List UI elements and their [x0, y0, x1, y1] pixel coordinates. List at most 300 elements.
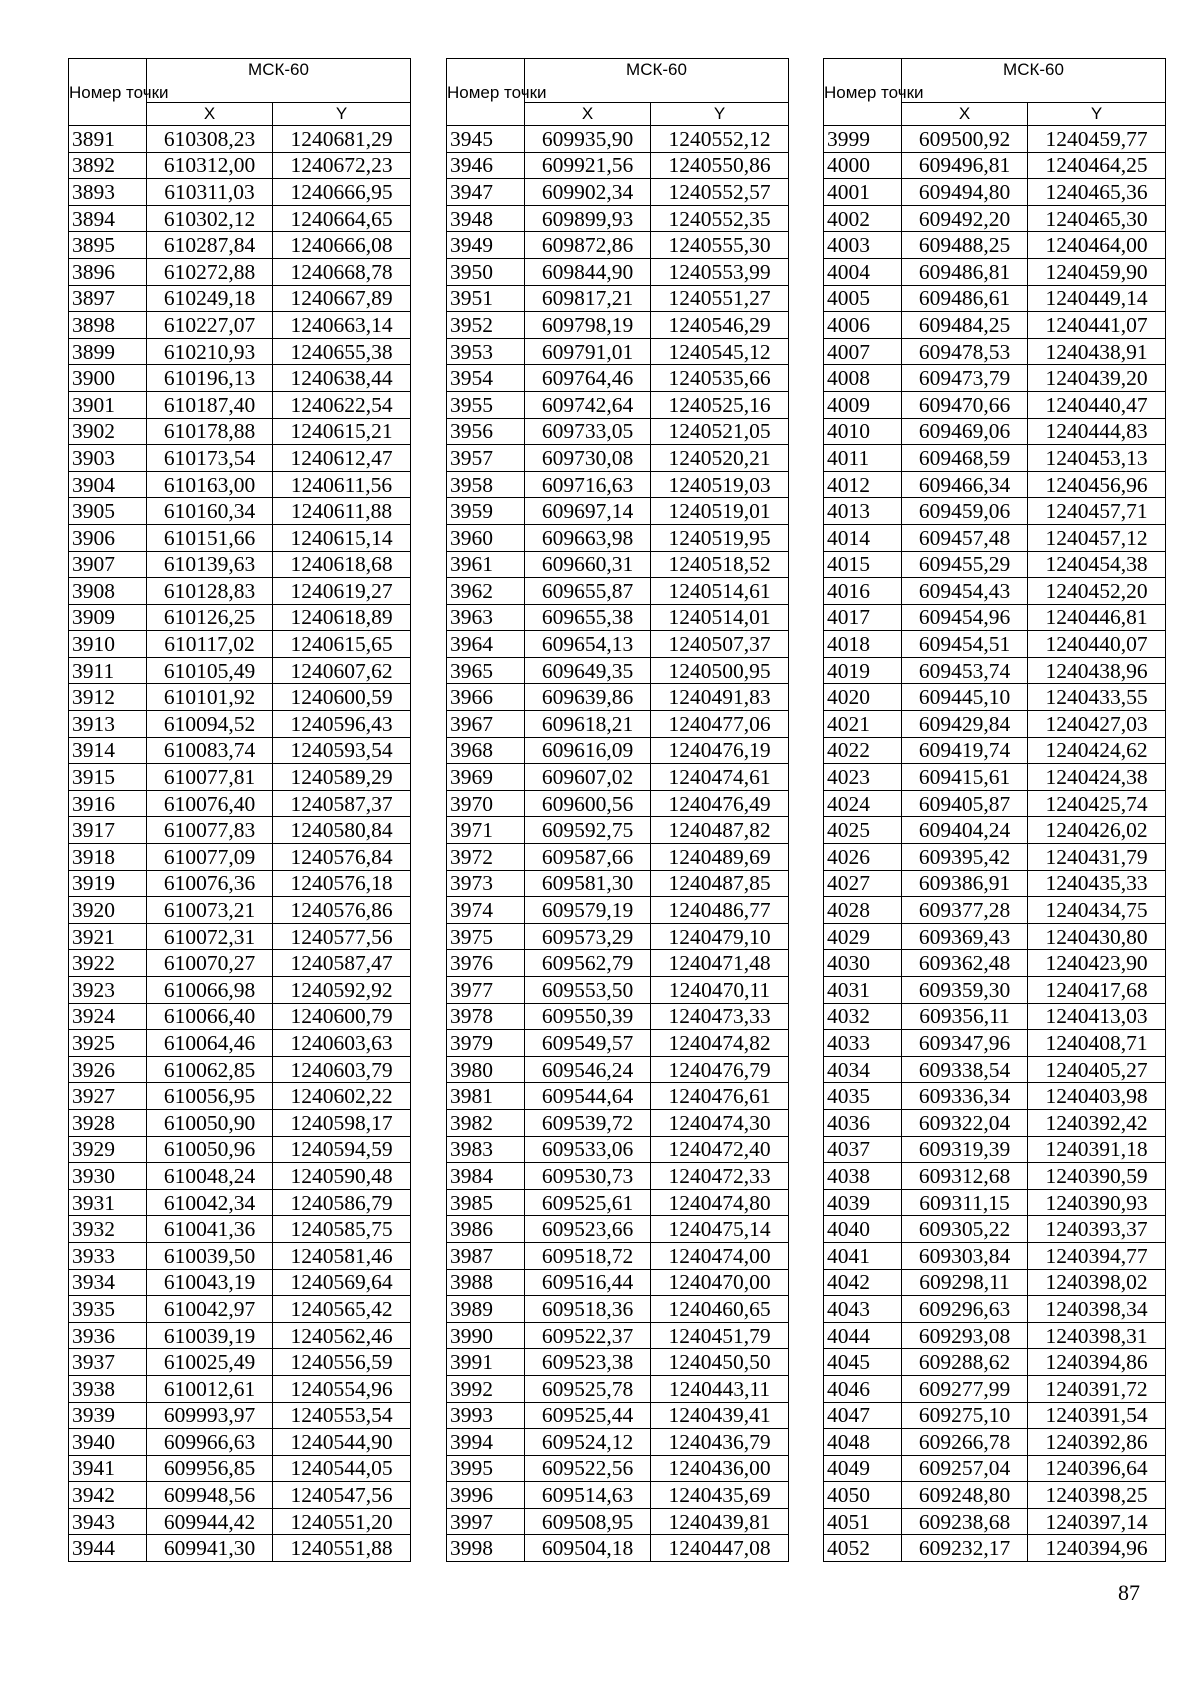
- table-row: [69, 1056, 411, 1083]
- x-coordinate-cell: 610105,49: [147, 657, 273, 684]
- point-number-cell: 3967: [447, 711, 525, 738]
- table-row: [447, 1296, 789, 1323]
- x-coordinate-cell: 609347,96: [902, 1030, 1028, 1057]
- table-row: [824, 391, 1166, 418]
- y-coordinate-cell: 1240594,59: [273, 1136, 411, 1163]
- point-number-cell: 3966: [447, 684, 525, 711]
- x-coordinate-cell: 610083,74: [147, 737, 273, 764]
- point-number-cell: 3957: [447, 445, 525, 472]
- point-number-cell: 4001: [824, 179, 902, 206]
- y-coordinate-cell: 1240439,41: [651, 1402, 789, 1429]
- table-row: [447, 1429, 789, 1456]
- table-row: [69, 684, 411, 711]
- y-coordinate-cell: 1240615,14: [273, 524, 411, 551]
- y-coordinate-cell: 1240666,08: [273, 232, 411, 259]
- y-coordinate-cell: 1240603,63: [273, 1030, 411, 1057]
- x-coordinate-cell: 610050,90: [147, 1109, 273, 1136]
- y-coordinate-cell: 1240449,14: [1028, 285, 1166, 312]
- x-coordinate-cell: 610126,25: [147, 604, 273, 631]
- y-coordinate-cell: 1240454,38: [1028, 551, 1166, 578]
- point-number-cell: 4015: [824, 551, 902, 578]
- x-coordinate-cell: 609504,18: [525, 1535, 651, 1562]
- point-number-cell: 4025: [824, 817, 902, 844]
- x-coordinate-cell: 609899,93: [525, 205, 651, 232]
- table-row: [824, 152, 1166, 179]
- table-row: [69, 1269, 411, 1296]
- table-row: [69, 844, 411, 871]
- point-number-cell: 3913: [69, 711, 147, 738]
- x-coordinate-cell: 609544,64: [525, 1083, 651, 1110]
- y-coordinate-cell: 1240459,90: [1028, 258, 1166, 285]
- point-number-cell: 3902: [69, 418, 147, 445]
- point-number-cell: 3934: [69, 1269, 147, 1296]
- y-coordinate-cell: 1240441,07: [1028, 312, 1166, 339]
- table-row: [824, 604, 1166, 631]
- point-number-cell: 4021: [824, 711, 902, 738]
- point-number-cell: 3942: [69, 1482, 147, 1509]
- y-coordinate-cell: 1240553,99: [651, 258, 789, 285]
- y-coordinate-cell: 1240457,71: [1028, 498, 1166, 525]
- y-coordinate-cell: 1240475,14: [651, 1216, 789, 1243]
- table-row: [447, 631, 789, 658]
- point-number-cell: 3898: [69, 312, 147, 339]
- point-number-cell: 3930: [69, 1163, 147, 1190]
- table-row: [69, 258, 411, 285]
- point-number-cell: 3992: [447, 1375, 525, 1402]
- y-coordinate-cell: 1240394,86: [1028, 1349, 1166, 1376]
- table-row: [69, 1482, 411, 1509]
- table-row: [69, 1455, 411, 1482]
- y-coordinate-cell: 1240507,37: [651, 631, 789, 658]
- table-row: [69, 1349, 411, 1376]
- page-number: 87: [1118, 1580, 1140, 1605]
- table-row: [447, 1003, 789, 1030]
- x-coordinate-cell: 609359,30: [902, 977, 1028, 1004]
- table-row: [824, 1322, 1166, 1349]
- point-number-cell: 3900: [69, 365, 147, 392]
- table-row: [824, 551, 1166, 578]
- y-coordinate-cell: 1240590,48: [273, 1163, 411, 1190]
- x-coordinate-cell: 609356,11: [902, 1003, 1028, 1030]
- x-coordinate-cell: 610076,40: [147, 790, 273, 817]
- x-coordinate-cell: 609419,74: [902, 737, 1028, 764]
- y-coordinate-cell: 1240430,80: [1028, 923, 1166, 950]
- x-coordinate-cell: 610077,83: [147, 817, 273, 844]
- table-row: [69, 418, 411, 445]
- point-number-cell: 3948: [447, 205, 525, 232]
- point-number-cell: 3912: [69, 684, 147, 711]
- table-row: [824, 897, 1166, 924]
- x-coordinate-cell: 610066,98: [147, 977, 273, 1004]
- table-row: [69, 1189, 411, 1216]
- y-header: Y: [1028, 103, 1166, 126]
- x-coordinate-cell: 609550,39: [525, 1003, 651, 1030]
- point-number-cell: 3997: [447, 1508, 525, 1535]
- x-coordinate-cell: 609553,50: [525, 977, 651, 1004]
- y-coordinate-cell: 1240391,18: [1028, 1136, 1166, 1163]
- table-row: [69, 498, 411, 525]
- point-number-cell: 4016: [824, 578, 902, 605]
- table-row: [824, 232, 1166, 259]
- table-row: [447, 817, 789, 844]
- table-row: [824, 578, 1166, 605]
- table-row: [447, 578, 789, 605]
- y-coordinate-cell: 1240600,79: [273, 1003, 411, 1030]
- point-number-cell: 3999: [824, 126, 902, 153]
- y-coordinate-cell: 1240596,43: [273, 711, 411, 738]
- x-coordinate-cell: 609303,84: [902, 1242, 1028, 1269]
- table-row: [824, 977, 1166, 1004]
- point-number-cell: 3935: [69, 1296, 147, 1323]
- table-row: [69, 1535, 411, 1562]
- table-row: [824, 445, 1166, 472]
- y-coordinate-cell: 1240551,88: [273, 1535, 411, 1562]
- x-coordinate-cell: 609457,48: [902, 524, 1028, 551]
- point-number-cell: 3985: [447, 1189, 525, 1216]
- table-row: [824, 684, 1166, 711]
- point-number-cell: 3962: [447, 578, 525, 605]
- table-row: [447, 1455, 789, 1482]
- x-coordinate-cell: 609587,66: [525, 844, 651, 871]
- x-coordinate-cell: 609455,29: [902, 551, 1028, 578]
- table-row: [447, 365, 789, 392]
- x-coordinate-cell: 610077,81: [147, 764, 273, 791]
- table-row: [447, 737, 789, 764]
- x-coordinate-cell: 609921,56: [525, 152, 651, 179]
- y-coordinate-cell: 1240424,62: [1028, 737, 1166, 764]
- point-number-cell: 3910: [69, 631, 147, 658]
- point-number-cell: 3945: [447, 126, 525, 153]
- table-row: [447, 1402, 789, 1429]
- table-row: [824, 365, 1166, 392]
- table-row: [447, 1482, 789, 1509]
- y-coordinate-cell: 1240396,64: [1028, 1455, 1166, 1482]
- x-coordinate-cell: 609581,30: [525, 870, 651, 897]
- x-coordinate-cell: 609817,21: [525, 285, 651, 312]
- point-number-cell: 3959: [447, 498, 525, 525]
- point-number-cell: 4014: [824, 524, 902, 551]
- y-coordinate-cell: 1240547,56: [273, 1482, 411, 1509]
- table-row: [69, 1163, 411, 1190]
- table-row: [447, 977, 789, 1004]
- table-row: [69, 870, 411, 897]
- point-number-cell: 4003: [824, 232, 902, 259]
- table-row: [824, 1455, 1166, 1482]
- table-row: [447, 1030, 789, 1057]
- y-coordinate-cell: 1240391,54: [1028, 1402, 1166, 1429]
- point-number-cell: 4045: [824, 1349, 902, 1376]
- y-coordinate-cell: 1240456,96: [1028, 471, 1166, 498]
- point-number-cell: 4000: [824, 152, 902, 179]
- x-header: X: [902, 103, 1028, 126]
- y-coordinate-cell: 1240443,11: [651, 1375, 789, 1402]
- y-coordinate-cell: 1240603,79: [273, 1056, 411, 1083]
- x-coordinate-cell: 609518,36: [525, 1296, 651, 1323]
- x-coordinate-cell: 609525,78: [525, 1375, 651, 1402]
- point-number-cell: 3920: [69, 897, 147, 924]
- point-number-cell: 3964: [447, 631, 525, 658]
- y-coordinate-cell: 1240436,79: [651, 1429, 789, 1456]
- x-coordinate-cell: 610041,36: [147, 1216, 273, 1243]
- table-row: [824, 1083, 1166, 1110]
- table-row: [447, 1083, 789, 1110]
- point-number-cell: 3984: [447, 1163, 525, 1190]
- point-number-cell: 3941: [69, 1455, 147, 1482]
- x-coordinate-cell: 609525,44: [525, 1402, 651, 1429]
- table-row: [69, 285, 411, 312]
- point-number-cell: 3926: [69, 1056, 147, 1083]
- y-coordinate-cell: 1240477,06: [651, 711, 789, 738]
- table-row: [447, 897, 789, 924]
- point-number-cell: 3915: [69, 764, 147, 791]
- point-number-cell: 3971: [447, 817, 525, 844]
- x-coordinate-cell: 609232,17: [902, 1535, 1028, 1562]
- point-number-cell: 3924: [69, 1003, 147, 1030]
- x-coordinate-cell: 609453,74: [902, 657, 1028, 684]
- x-coordinate-cell: 609579,19: [525, 897, 651, 924]
- table-row: [824, 126, 1166, 153]
- x-coordinate-cell: 610072,31: [147, 923, 273, 950]
- table-row: [447, 1535, 789, 1562]
- x-coordinate-cell: 609508,95: [525, 1508, 651, 1535]
- x-coordinate-cell: 610128,83: [147, 578, 273, 605]
- y-coordinate-cell: 1240618,89: [273, 604, 411, 631]
- table-row: [447, 1136, 789, 1163]
- table-body: [447, 126, 789, 1562]
- table-row: [69, 126, 411, 153]
- point-number-cell: 3979: [447, 1030, 525, 1057]
- point-number-cell: 4004: [824, 258, 902, 285]
- y-coordinate-cell: 1240405,27: [1028, 1056, 1166, 1083]
- table-row: [69, 445, 411, 472]
- point-number-cell: 4033: [824, 1030, 902, 1057]
- table-row: [447, 391, 789, 418]
- y-coordinate-cell: 1240390,93: [1028, 1189, 1166, 1216]
- table-row: [447, 870, 789, 897]
- x-coordinate-cell: 609616,09: [525, 737, 651, 764]
- point-number-cell: 4020: [824, 684, 902, 711]
- x-coordinate-cell: 609288,62: [902, 1349, 1028, 1376]
- table-body: [69, 126, 411, 1562]
- y-coordinate-cell: 1240392,42: [1028, 1109, 1166, 1136]
- table-row: [69, 232, 411, 259]
- y-coordinate-cell: 1240394,77: [1028, 1242, 1166, 1269]
- y-coordinate-cell: 1240398,31: [1028, 1322, 1166, 1349]
- table-row: [447, 471, 789, 498]
- x-coordinate-cell: 609546,24: [525, 1056, 651, 1083]
- x-coordinate-cell: 609445,10: [902, 684, 1028, 711]
- x-coordinate-cell: 609459,06: [902, 498, 1028, 525]
- x-coordinate-cell: 609523,66: [525, 1216, 651, 1243]
- table-row: [824, 1429, 1166, 1456]
- point-number-cell: 3988: [447, 1269, 525, 1296]
- table-row: [447, 1109, 789, 1136]
- point-number-cell: 4018: [824, 631, 902, 658]
- coord-system-header: МСК-60: [902, 59, 1166, 103]
- y-coordinate-cell: 1240417,68: [1028, 977, 1166, 1004]
- coordinates-table-2: [446, 58, 789, 1562]
- table-row: [824, 205, 1166, 232]
- point-number-cell: 3998: [447, 1535, 525, 1562]
- x-coordinate-cell: 609539,72: [525, 1109, 651, 1136]
- y-coordinate-cell: 1240565,42: [273, 1296, 411, 1323]
- table-row: [447, 152, 789, 179]
- x-coordinate-cell: 609523,38: [525, 1349, 651, 1376]
- y-coordinate-cell: 1240544,05: [273, 1455, 411, 1482]
- y-coordinate-cell: 1240552,12: [651, 126, 789, 153]
- y-coordinate-cell: 1240611,56: [273, 471, 411, 498]
- point-number-cell: 4013: [824, 498, 902, 525]
- point-number-cell: 4048: [824, 1429, 902, 1456]
- point-number-cell: 3940: [69, 1429, 147, 1456]
- table-row: [824, 338, 1166, 365]
- x-coordinate-cell: 610249,18: [147, 285, 273, 312]
- table-row: [824, 1030, 1166, 1057]
- table-row: [824, 1056, 1166, 1083]
- y-coordinate-cell: 1240519,03: [651, 471, 789, 498]
- x-coordinate-cell: 609844,90: [525, 258, 651, 285]
- x-coordinate-cell: 609600,56: [525, 790, 651, 817]
- table-row: [447, 1322, 789, 1349]
- x-coordinate-cell: 609311,15: [902, 1189, 1028, 1216]
- x-coordinate-cell: 609993,97: [147, 1402, 273, 1429]
- point-number-cell: 3952: [447, 312, 525, 339]
- point-number-cell: 4038: [824, 1163, 902, 1190]
- y-coordinate-cell: 1240403,98: [1028, 1083, 1166, 1110]
- x-coordinate-cell: 610227,07: [147, 312, 273, 339]
- y-coordinate-cell: 1240392,86: [1028, 1429, 1166, 1456]
- table-row: [447, 312, 789, 339]
- x-coordinate-cell: 609338,54: [902, 1056, 1028, 1083]
- point-number-cell: 3950: [447, 258, 525, 285]
- x-coordinate-cell: 609454,96: [902, 604, 1028, 631]
- point-number-cell: 3906: [69, 524, 147, 551]
- x-coordinate-cell: 610077,09: [147, 844, 273, 871]
- x-coordinate-cell: 609522,56: [525, 1455, 651, 1482]
- point-number-cell: 3922: [69, 950, 147, 977]
- y-header: Y: [273, 103, 411, 126]
- table-row: [824, 817, 1166, 844]
- x-coordinate-cell: 609733,05: [525, 418, 651, 445]
- y-coordinate-cell: 1240394,96: [1028, 1535, 1166, 1562]
- x-coordinate-cell: 610039,19: [147, 1322, 273, 1349]
- x-coordinate-cell: 609654,13: [525, 631, 651, 658]
- y-coordinate-cell: 1240576,84: [273, 844, 411, 871]
- table-row: [69, 1296, 411, 1323]
- x-coordinate-cell: 609266,78: [902, 1429, 1028, 1456]
- x-coordinate-cell: 609488,25: [902, 232, 1028, 259]
- x-coordinate-cell: 609484,25: [902, 312, 1028, 339]
- y-coordinate-cell: 1240464,00: [1028, 232, 1166, 259]
- point-number-cell: 3954: [447, 365, 525, 392]
- point-number-cell: 3977: [447, 977, 525, 1004]
- y-coordinate-cell: 1240664,65: [273, 205, 411, 232]
- y-coordinate-cell: 1240438,91: [1028, 338, 1166, 365]
- x-coordinate-cell: 609663,98: [525, 524, 651, 551]
- point-number-cell: 4035: [824, 1083, 902, 1110]
- point-number-cell: 3895: [69, 232, 147, 259]
- point-number-cell: 3936: [69, 1322, 147, 1349]
- y-coordinate-cell: 1240438,96: [1028, 657, 1166, 684]
- y-coordinate-cell: 1240426,02: [1028, 817, 1166, 844]
- point-number-cell: 3949: [447, 232, 525, 259]
- x-coordinate-cell: 609514,63: [525, 1482, 651, 1509]
- table-row: [447, 604, 789, 631]
- point-number-cell: 4002: [824, 205, 902, 232]
- y-coordinate-cell: 1240397,14: [1028, 1508, 1166, 1535]
- point-number-cell: 3970: [447, 790, 525, 817]
- y-coordinate-cell: 1240551,20: [273, 1508, 411, 1535]
- table-body: [824, 126, 1166, 1562]
- x-coordinate-cell: 609486,81: [902, 258, 1028, 285]
- x-coordinate-cell: 609944,42: [147, 1508, 273, 1535]
- table-row: [824, 498, 1166, 525]
- table-row: [447, 764, 789, 791]
- y-coordinate-cell: 1240587,37: [273, 790, 411, 817]
- table-row: [69, 897, 411, 924]
- y-coordinate-cell: 1240555,30: [651, 232, 789, 259]
- point-number-cell: 3975: [447, 923, 525, 950]
- x-coordinate-cell: 609742,64: [525, 391, 651, 418]
- y-coordinate-cell: 1240587,47: [273, 950, 411, 977]
- point-number-cell: 4041: [824, 1242, 902, 1269]
- point-number-cell: 3914: [69, 737, 147, 764]
- table-row: [447, 684, 789, 711]
- point-number-cell: 3904: [69, 471, 147, 498]
- y-coordinate-cell: 1240470,00: [651, 1269, 789, 1296]
- point-number-cell: 4005: [824, 285, 902, 312]
- point-number-cell: 3921: [69, 923, 147, 950]
- table-row: [69, 1109, 411, 1136]
- x-coordinate-cell: 609518,72: [525, 1242, 651, 1269]
- y-coordinate-cell: 1240612,47: [273, 445, 411, 472]
- table-row: [447, 790, 789, 817]
- point-number-cell: 3972: [447, 844, 525, 871]
- y-coordinate-cell: 1240474,61: [651, 764, 789, 791]
- table-row: [824, 1269, 1166, 1296]
- point-number-cell: 3947: [447, 179, 525, 206]
- x-coordinate-cell: 609492,20: [902, 205, 1028, 232]
- y-coordinate-cell: 1240450,50: [651, 1349, 789, 1376]
- point-number-cell: 3927: [69, 1083, 147, 1110]
- x-coordinate-cell: 609296,63: [902, 1296, 1028, 1323]
- y-coordinate-cell: 1240581,46: [273, 1242, 411, 1269]
- y-coordinate-cell: 1240435,33: [1028, 870, 1166, 897]
- table-row: [69, 1216, 411, 1243]
- point-number-cell: 4043: [824, 1296, 902, 1323]
- x-coordinate-cell: 609319,39: [902, 1136, 1028, 1163]
- point-number-cell: 3990: [447, 1322, 525, 1349]
- table-row: [824, 258, 1166, 285]
- table-row: [447, 1508, 789, 1535]
- y-coordinate-cell: 1240444,83: [1028, 418, 1166, 445]
- table-row: [824, 844, 1166, 871]
- x-header: X: [147, 103, 273, 126]
- x-coordinate-cell: 609496,81: [902, 152, 1028, 179]
- point-number-cell: 4032: [824, 1003, 902, 1030]
- y-coordinate-cell: 1240398,34: [1028, 1296, 1166, 1323]
- y-coordinate-cell: 1240545,12: [651, 338, 789, 365]
- table-row: [69, 391, 411, 418]
- y-coordinate-cell: 1240580,84: [273, 817, 411, 844]
- x-coordinate-cell: 610056,95: [147, 1083, 273, 1110]
- table-row: [824, 1296, 1166, 1323]
- point-number-cell: 4019: [824, 657, 902, 684]
- y-coordinate-cell: 1240556,59: [273, 1349, 411, 1376]
- y-coordinate-cell: 1240586,79: [273, 1189, 411, 1216]
- x-coordinate-cell: 609941,30: [147, 1535, 273, 1562]
- table-row: [447, 338, 789, 365]
